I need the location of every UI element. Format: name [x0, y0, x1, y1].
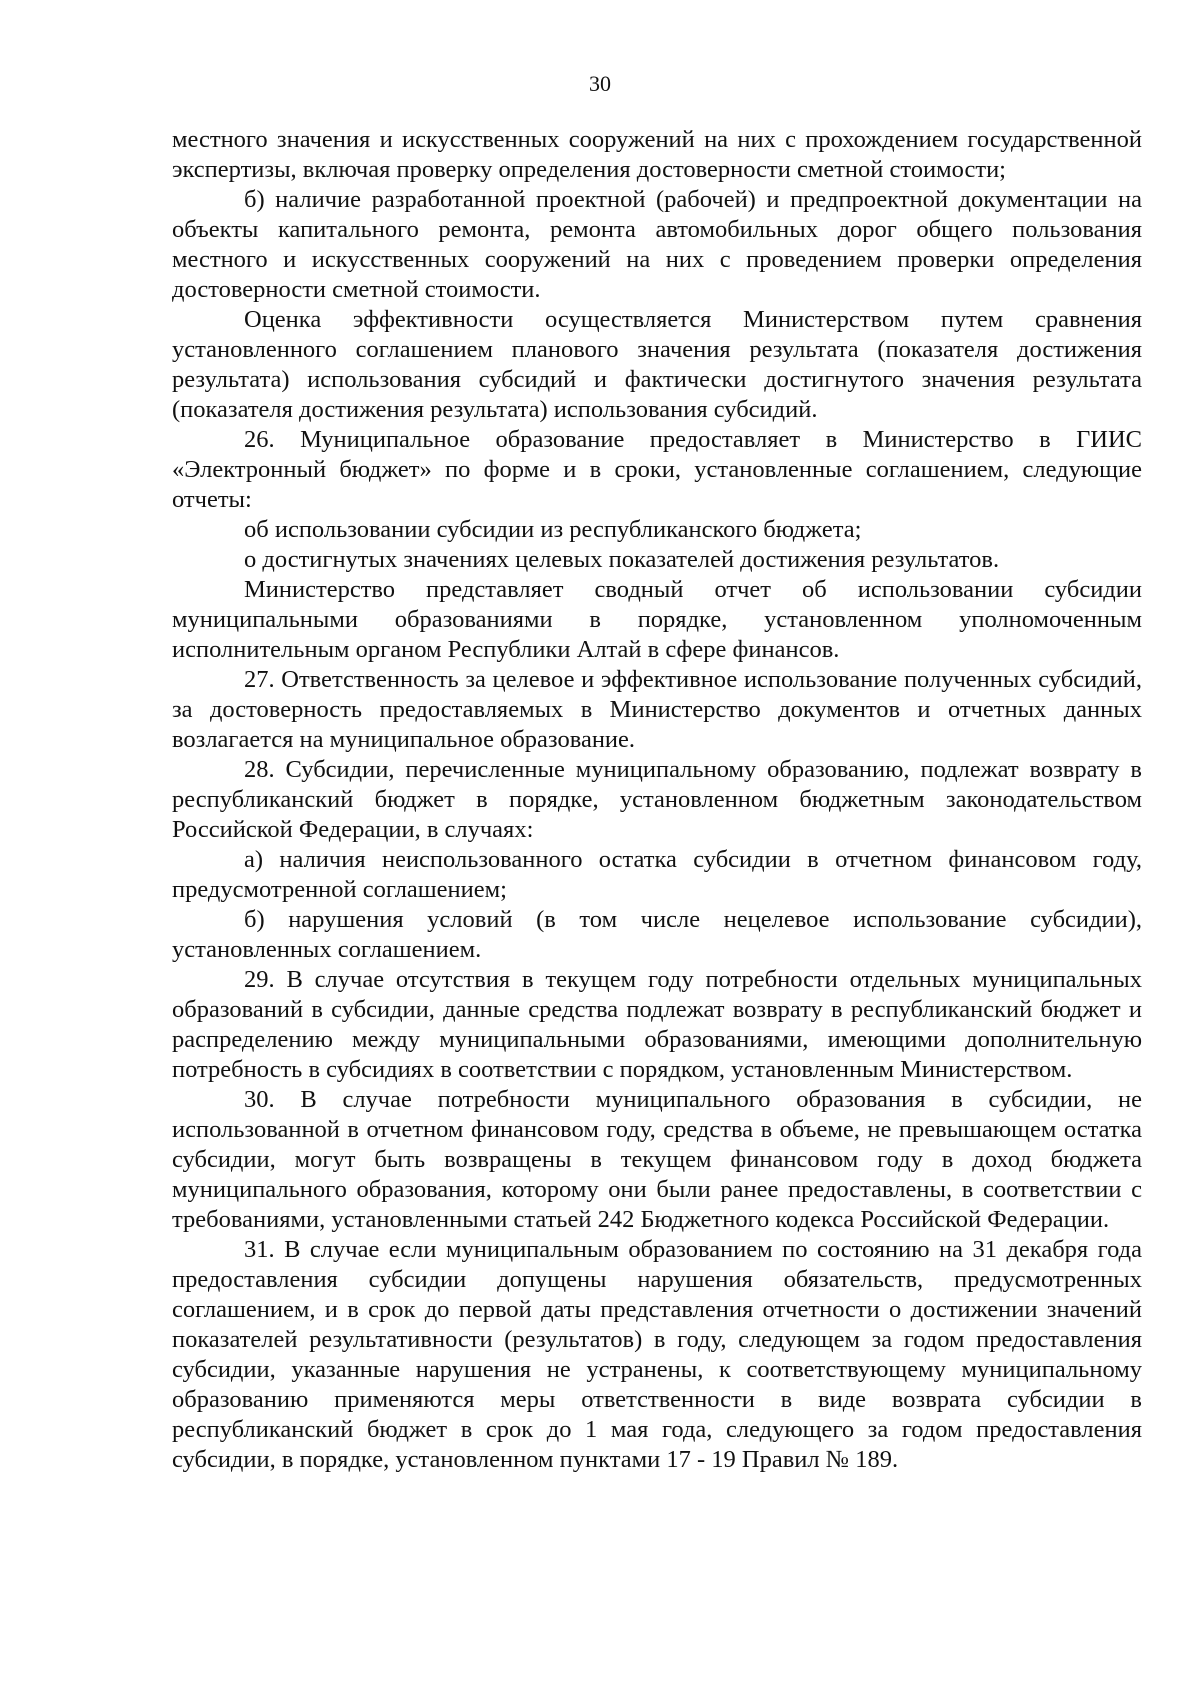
document-body [172, 125, 1142, 1475]
paragraph-28-a: а) наличия неиспользованного остатка субсидии в отчетном финансовом году, предусмотренной соглашением; [172, 846, 1142, 903]
paragraph-28: 28. Субсидии, перечисленные муниципальному образованию, подлежат возврату в республиканский бюджет в порядке, установленном бюджетным законодательством Российской Федерации, в случаях: [172, 756, 1142, 843]
paragraph-28-b: б) нарушения условий (в том числе нецелевое использование субсидии), установленных соглашением. [172, 906, 1142, 963]
paragraph-efficiency-assessment: Оценка эффективности осуществляется Министерством путем сравнения установленного соглашением планового значения результата (показателя достижения результата) использования субсидий и фактически достигнутого значения результата (показателя достижения результата) использования субсидий. [172, 306, 1142, 423]
paragraph-30: 30. В случае потребности муниципального образования в субсидии, не использованной в отчетном финансовом году, средства в объеме, не превышающем остатка субсидии, могут быть возвращены в текущем финансовом году в доход бюджета муниципального образования, которому они были ранее предоставлены, в соответствии с требованиями, установленными статьей 242 Бюджетного кодекса Российской Федерации. [172, 1086, 1142, 1233]
paragraph-report-usage: об использовании субсидии из республиканского бюджета; [244, 516, 862, 543]
paragraph-31: 31. В случае если муниципальным образованием по состоянию на 31 декабря года предоставления субсидии допущены нарушения обязательств, предусмотренных соглашением, и в срок до первой даты представления отчетности о достижении значений показателей результативности (результатов) в году, следующем за годом предоставления субсидии, указанные нарушения не устранены, к соответствующему муниципальному образованию применяются меры ответственности в виде возврата субсидии в республиканский бюджет в срок до 1 мая года, следующего за годом предоставления субсидии, в порядке, установленном пунктами 17 - 19 Правил № 189. [172, 1236, 1142, 1473]
paragraph-report-targets: о достигнутых значениях целевых показателей достижения результатов. [244, 546, 1000, 573]
paragraph-29: 29. В случае отсутствия в текущем году потребности отдельных муниципальных образований в субсидии, данные средства подлежат возврату в республиканский бюджет и распределению между муниципальными образованиями, имеющими дополнительную потребность в субсидиях в соответствии с порядком, установленным Министерством. [172, 966, 1142, 1083]
page-number: 30 [589, 71, 611, 96]
paragraph-ministry-summary: Министерство представляет сводный отчет об использовании субсидии муниципальными образованиями в порядке, установленном уполномоченным исполнительным органом Республики Алтай в сфере финансов. [172, 576, 1142, 663]
paragraph-item-b: б) наличие разработанной проектной (рабочей) и предпроектной документации на объекты капитального ремонта, ремонта автомобильных дорог общего пользования местного и искусственных сооружений на них с проведением проверки определения достоверности сметной стоимости. [172, 186, 1142, 303]
paragraph-continuation: местного значения и искусственных сооружений на них с прохождением государственной экспертизы, включая проверку определения достоверности сметной стоимости; [172, 126, 1142, 183]
paragraph-26: 26. Муниципальное образование предоставляет в Министерство в ГИИС «Электронный бюджет» по форме и в сроки, установленные соглашением, следующие отчеты: [172, 426, 1142, 513]
paragraph-27: 27. Ответственность за целевое и эффективное использование полученных субсидий, за достоверность предоставляемых в Министерство документов и отчетных данных возлагается на муниципальное образование. [172, 666, 1142, 753]
